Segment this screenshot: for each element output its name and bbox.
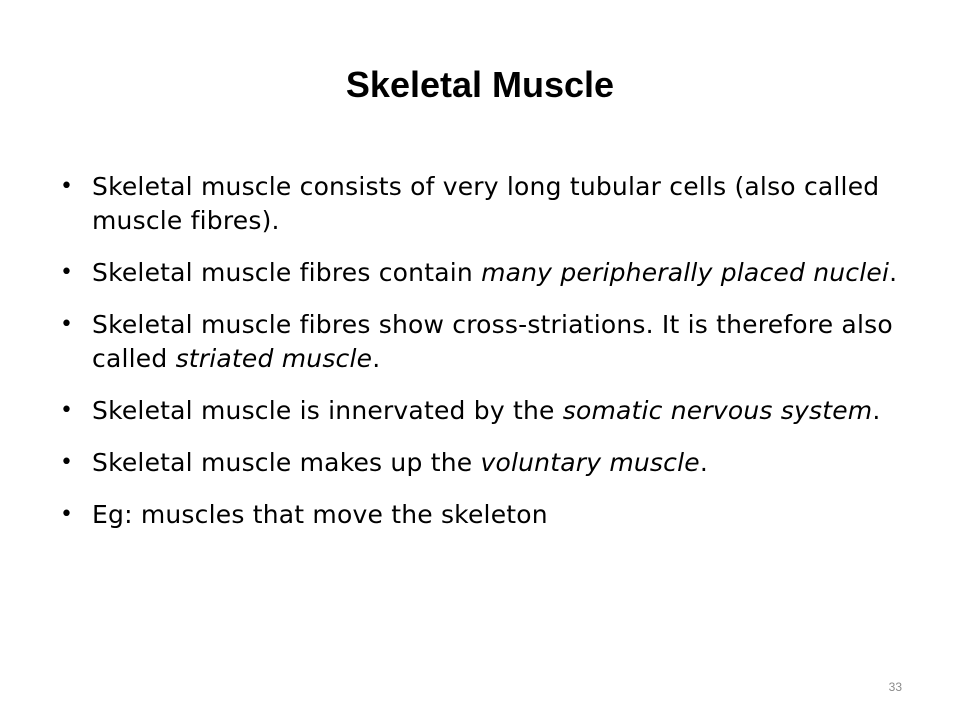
slide-number: 33 — [888, 680, 902, 694]
bullet-text-italic: many peripherally placed nuclei — [481, 258, 890, 287]
bullet-text-segment: Skeletal muscle fibres contain — [92, 258, 482, 287]
bullet-text-segment: . — [699, 448, 708, 477]
bullet-text-italic: voluntary muscle — [480, 448, 700, 477]
bullet-dot-icon: • — [60, 174, 74, 199]
bullet-item — [60, 308, 920, 376]
bullet-text-italic: striated muscle — [175, 344, 373, 373]
bullet-item — [60, 170, 920, 238]
bullet-text-italic: somatic nervous system — [562, 396, 873, 425]
bullet-item — [60, 256, 920, 290]
bullet-text-segment: Skeletal muscle is innervated by the — [92, 396, 563, 425]
bullet-dot-icon: • — [60, 398, 74, 423]
bullet-text-segment: . — [372, 344, 381, 373]
bullet-dot-icon: • — [60, 450, 74, 475]
slide-title: Skeletal Muscle — [345, 64, 615, 105]
bullet-text-segment: Skeletal muscle makes up the — [92, 448, 481, 477]
bullet-dot-icon: • — [60, 502, 74, 527]
bullet-text-segment: Skeletal muscle consists of very long tubular cells (also called muscle fibres). — [92, 172, 880, 235]
bullet-item — [60, 446, 920, 480]
bullet-text-segment: . — [872, 396, 881, 425]
bullet-item — [60, 394, 920, 428]
bullet-text-segment: . — [889, 258, 898, 287]
bullet-text-segment: Eg: muscles that move the skeleton — [92, 500, 548, 529]
bullet-text-segment: Skeletal muscle fibres show cross-striations. It is therefore also called — [92, 310, 893, 373]
bullet-dot-icon: • — [60, 260, 74, 285]
bullet-list — [60, 170, 920, 550]
bullet-dot-icon: • — [60, 312, 74, 337]
bullet-item — [60, 498, 920, 532]
